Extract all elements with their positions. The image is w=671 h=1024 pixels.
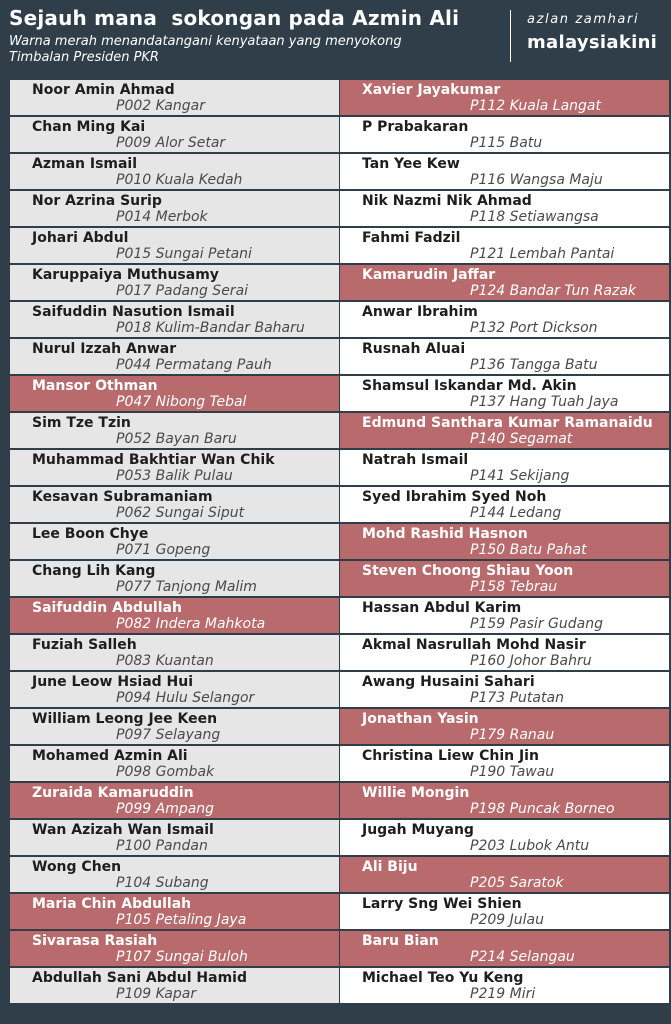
- mp-name: Chang Lih Kang: [32, 563, 156, 579]
- list-item: [10, 598, 339, 633]
- mp-name: Tan Yee Kew: [362, 156, 460, 172]
- list-item: [340, 154, 669, 189]
- list-item: [10, 783, 339, 818]
- list-item: [10, 302, 339, 337]
- list-item: [340, 524, 669, 559]
- constituency-label: P105 Petaling Jaya: [116, 912, 247, 928]
- mp-name: Saifuddin Abdullah: [32, 600, 182, 616]
- mp-name: Syed Ibrahim Syed Noh: [362, 489, 547, 505]
- list-item: [10, 339, 339, 374]
- constituency-label: P109 Kapar: [116, 986, 197, 1002]
- list-item: [340, 931, 669, 966]
- constituency-label: P014 Merbok: [116, 209, 208, 225]
- mp-name: Fuziah Salleh: [32, 637, 137, 653]
- list-item: [340, 487, 669, 522]
- constituency-label: P104 Subang: [116, 875, 209, 891]
- mp-name: Fahmi Fadzil: [362, 230, 461, 246]
- list-item: [10, 635, 339, 670]
- mp-name: Chan Ming Kai: [32, 119, 146, 135]
- mp-name: Lee Boon Chye: [32, 526, 149, 542]
- constituency-label: P018 Kulim-Bandar Baharu: [116, 320, 305, 336]
- mp-name: Kesavan Subramaniam: [32, 489, 213, 505]
- constituency-label: P047 Nibong Tebal: [116, 394, 247, 410]
- list-item: [340, 80, 669, 115]
- mp-name: Muhammad Bakhtiar Wan Chik: [32, 452, 275, 468]
- list-item: [340, 339, 669, 374]
- list-item: [10, 746, 339, 781]
- constituency-label: P179 Ranau: [470, 727, 555, 743]
- list-item: [10, 487, 339, 522]
- constituency-label: P071 Gopeng: [116, 542, 211, 558]
- constituency-label: P159 Pasir Gudang: [470, 616, 603, 632]
- mp-name: Saifuddin Nasution Ismail: [32, 304, 235, 320]
- list-item: [10, 857, 339, 892]
- constituency-label: P044 Permatang Pauh: [116, 357, 272, 373]
- mp-name: Noor Amin Ahmad: [32, 82, 175, 98]
- mp-name: Christina Liew Chin Jin: [362, 748, 539, 764]
- constituency-label: P209 Julau: [470, 912, 544, 928]
- constituency-label: P062 Sungai Siput: [116, 505, 245, 521]
- mp-name: Shamsul Iskandar Md. Akin: [362, 378, 577, 394]
- mp-name: Mansor Othman: [32, 378, 158, 394]
- constituency-label: P112 Kuala Langat: [470, 98, 601, 114]
- constituency-label: P083 Kuantan: [116, 653, 214, 669]
- left-column-list: [10, 80, 339, 1005]
- list-item: [340, 302, 669, 337]
- constituency-label: P205 Saratok: [470, 875, 564, 891]
- constituency-label: P082 Indera Mahkota: [116, 616, 266, 632]
- list-item: [340, 376, 669, 411]
- page-title: Sejauh mana sokongan pada Azmin Ali: [9, 6, 460, 30]
- mp-name: Awang Husaini Sahari: [362, 674, 535, 690]
- mp-name: Azman Ismail: [32, 156, 138, 172]
- constituency-label: P094 Hulu Selangor: [116, 690, 255, 706]
- list-item: [340, 413, 669, 448]
- list-item: [10, 191, 339, 226]
- mp-name: Zuraida Kamaruddin: [32, 785, 194, 801]
- list-item: [10, 80, 339, 115]
- constituency-label: P144 Ledang: [470, 505, 562, 521]
- mp-name: June Leow Hsiad Hui: [32, 674, 194, 690]
- constituency-label: P198 Puncak Borneo: [470, 801, 615, 817]
- list-item: [340, 598, 669, 633]
- list-item: [10, 117, 339, 152]
- mp-name: Mohamed Azmin Ali: [32, 748, 188, 764]
- constituency-label: P190 Tawau: [470, 764, 555, 780]
- mp-name: Jonathan Yasin: [362, 711, 479, 727]
- constituency-label: P158 Tebrau: [470, 579, 558, 595]
- list-item: [10, 228, 339, 263]
- mp-name: Karuppaiya Muthusamy: [32, 267, 219, 283]
- mp-name: Anwar Ibrahim: [362, 304, 478, 320]
- mp-name: Nik Nazmi Nik Ahmad: [362, 193, 532, 209]
- mp-name: Ali Biju: [362, 859, 418, 875]
- constituency-label: P009 Alor Setar: [116, 135, 226, 151]
- constituency-label: P214 Selangau: [470, 949, 575, 965]
- mp-name: Xavier Jayakumar: [362, 82, 501, 98]
- mp-name: Rusnah Aluai: [362, 341, 466, 357]
- constituency-label: P219 Miri: [470, 986, 536, 1002]
- mp-name: Larry Sng Wei Shien: [362, 896, 522, 912]
- mp-name: William Leong Jee Keen: [32, 711, 218, 727]
- header-divider: [510, 10, 511, 62]
- constituency-label: P052 Bayan Baru: [116, 431, 237, 447]
- constituency-label: P098 Gombak: [116, 764, 215, 780]
- list-item: [340, 635, 669, 670]
- list-item: [340, 968, 669, 1003]
- list-item: [10, 265, 339, 300]
- constituency-label: P132 Port Dickson: [470, 320, 598, 336]
- subtitle: Warna merah menandatangani kenyataan yang menyokong Timbalan Presiden PKR: [9, 34, 402, 65]
- list-item: [10, 413, 339, 448]
- mp-name: Hassan Abdul Karim: [362, 600, 522, 616]
- list-item: [340, 265, 669, 300]
- list-item: [10, 709, 339, 744]
- mp-name: Willie Mongin: [362, 785, 470, 801]
- mp-name: Johari Abdul: [32, 230, 129, 246]
- mp-name: Wong Chen: [32, 859, 122, 875]
- list-item: [340, 746, 669, 781]
- list-item: [10, 450, 339, 485]
- brand-logo: malaysiakini: [527, 32, 658, 53]
- mp-name: Wan Azizah Wan Ismail: [32, 822, 214, 838]
- constituency-label: P099 Ampang: [116, 801, 215, 817]
- list-item: [340, 672, 669, 707]
- mp-name: Baru Bian: [362, 933, 439, 949]
- constituency-label: P077 Tanjong Malim: [116, 579, 257, 595]
- list-item: [10, 672, 339, 707]
- constituency-label: P150 Batu Pahat: [470, 542, 587, 558]
- list-item: [340, 820, 669, 855]
- constituency-label: P116 Wangsa Maju: [470, 172, 603, 188]
- constituency-label: P115 Batu: [470, 135, 543, 151]
- list-item: [10, 894, 339, 929]
- constituency-label: P017 Padang Serai: [116, 283, 249, 299]
- constituency-label: P002 Kangar: [116, 98, 205, 114]
- list-item: [340, 709, 669, 744]
- right-column-list: [340, 80, 669, 1005]
- list-item: [340, 894, 669, 929]
- mp-name: Mohd Rashid Hasnon: [362, 526, 528, 542]
- list-item: [340, 191, 669, 226]
- constituency-label: P173 Putatan: [470, 690, 564, 706]
- mp-name: Nurul Izzah Anwar: [32, 341, 177, 357]
- list-item: [10, 376, 339, 411]
- mp-name: Natrah Ismail: [362, 452, 469, 468]
- constituency-label: P010 Kuala Kedah: [116, 172, 243, 188]
- list-item: [340, 783, 669, 818]
- constituency-label: P097 Selayang: [116, 727, 221, 743]
- constituency-label: P107 Sungai Buloh: [116, 949, 248, 965]
- header: [0, 0, 671, 72]
- constituency-label: P121 Lembah Pantai: [470, 246, 615, 262]
- constituency-label: P118 Setiawangsa: [470, 209, 599, 225]
- constituency-label: P141 Sekijang: [470, 468, 570, 484]
- list-item: [340, 117, 669, 152]
- mp-name: Abdullah Sani Abdul Hamid: [32, 970, 247, 986]
- constituency-label: P100 Pandan: [116, 838, 208, 854]
- constituency-label: P053 Balik Pulau: [116, 468, 233, 484]
- mp-name: Sim Tze Tzin: [32, 415, 131, 431]
- mp-name: Sivarasa Rasiah: [32, 933, 158, 949]
- mp-name: Steven Choong Shiau Yoon: [362, 563, 574, 579]
- mp-name: Nor Azrina Surip: [32, 193, 162, 209]
- mp-name: Kamarudin Jaffar: [362, 267, 496, 283]
- mp-name: Michael Teo Yu Keng: [362, 970, 524, 986]
- constituency-label: P124 Bandar Tun Razak: [470, 283, 637, 299]
- list-item: [340, 857, 669, 892]
- list-item: [10, 931, 339, 966]
- mp-name: Jugah Muyang: [362, 822, 474, 838]
- constituency-label: P136 Tangga Batu: [470, 357, 598, 373]
- constituency-label: P015 Sungai Petani: [116, 246, 252, 262]
- list-item: [10, 968, 339, 1003]
- list-item: [10, 561, 339, 596]
- mp-name: P Prabakaran: [362, 119, 469, 135]
- constituency-label: P137 Hang Tuah Jaya: [470, 394, 619, 410]
- list-item: [10, 524, 339, 559]
- constituency-label: P160 Johor Bahru: [470, 653, 592, 669]
- list-item: [10, 154, 339, 189]
- list-item: [340, 228, 669, 263]
- mp-name: Akmal Nasrullah Mohd Nasir: [362, 637, 586, 653]
- author-credit: azlan zamhari: [527, 12, 640, 27]
- mp-name: Maria Chin Abdullah: [32, 896, 192, 912]
- constituency-label: P140 Segamat: [470, 431, 573, 447]
- constituency-label: P203 Lubok Antu: [470, 838, 590, 854]
- list-item: [340, 561, 669, 596]
- mp-name: Edmund Santhara Kumar Ramanaidu: [362, 415, 653, 431]
- list-item: [10, 820, 339, 855]
- list-item: [340, 450, 669, 485]
